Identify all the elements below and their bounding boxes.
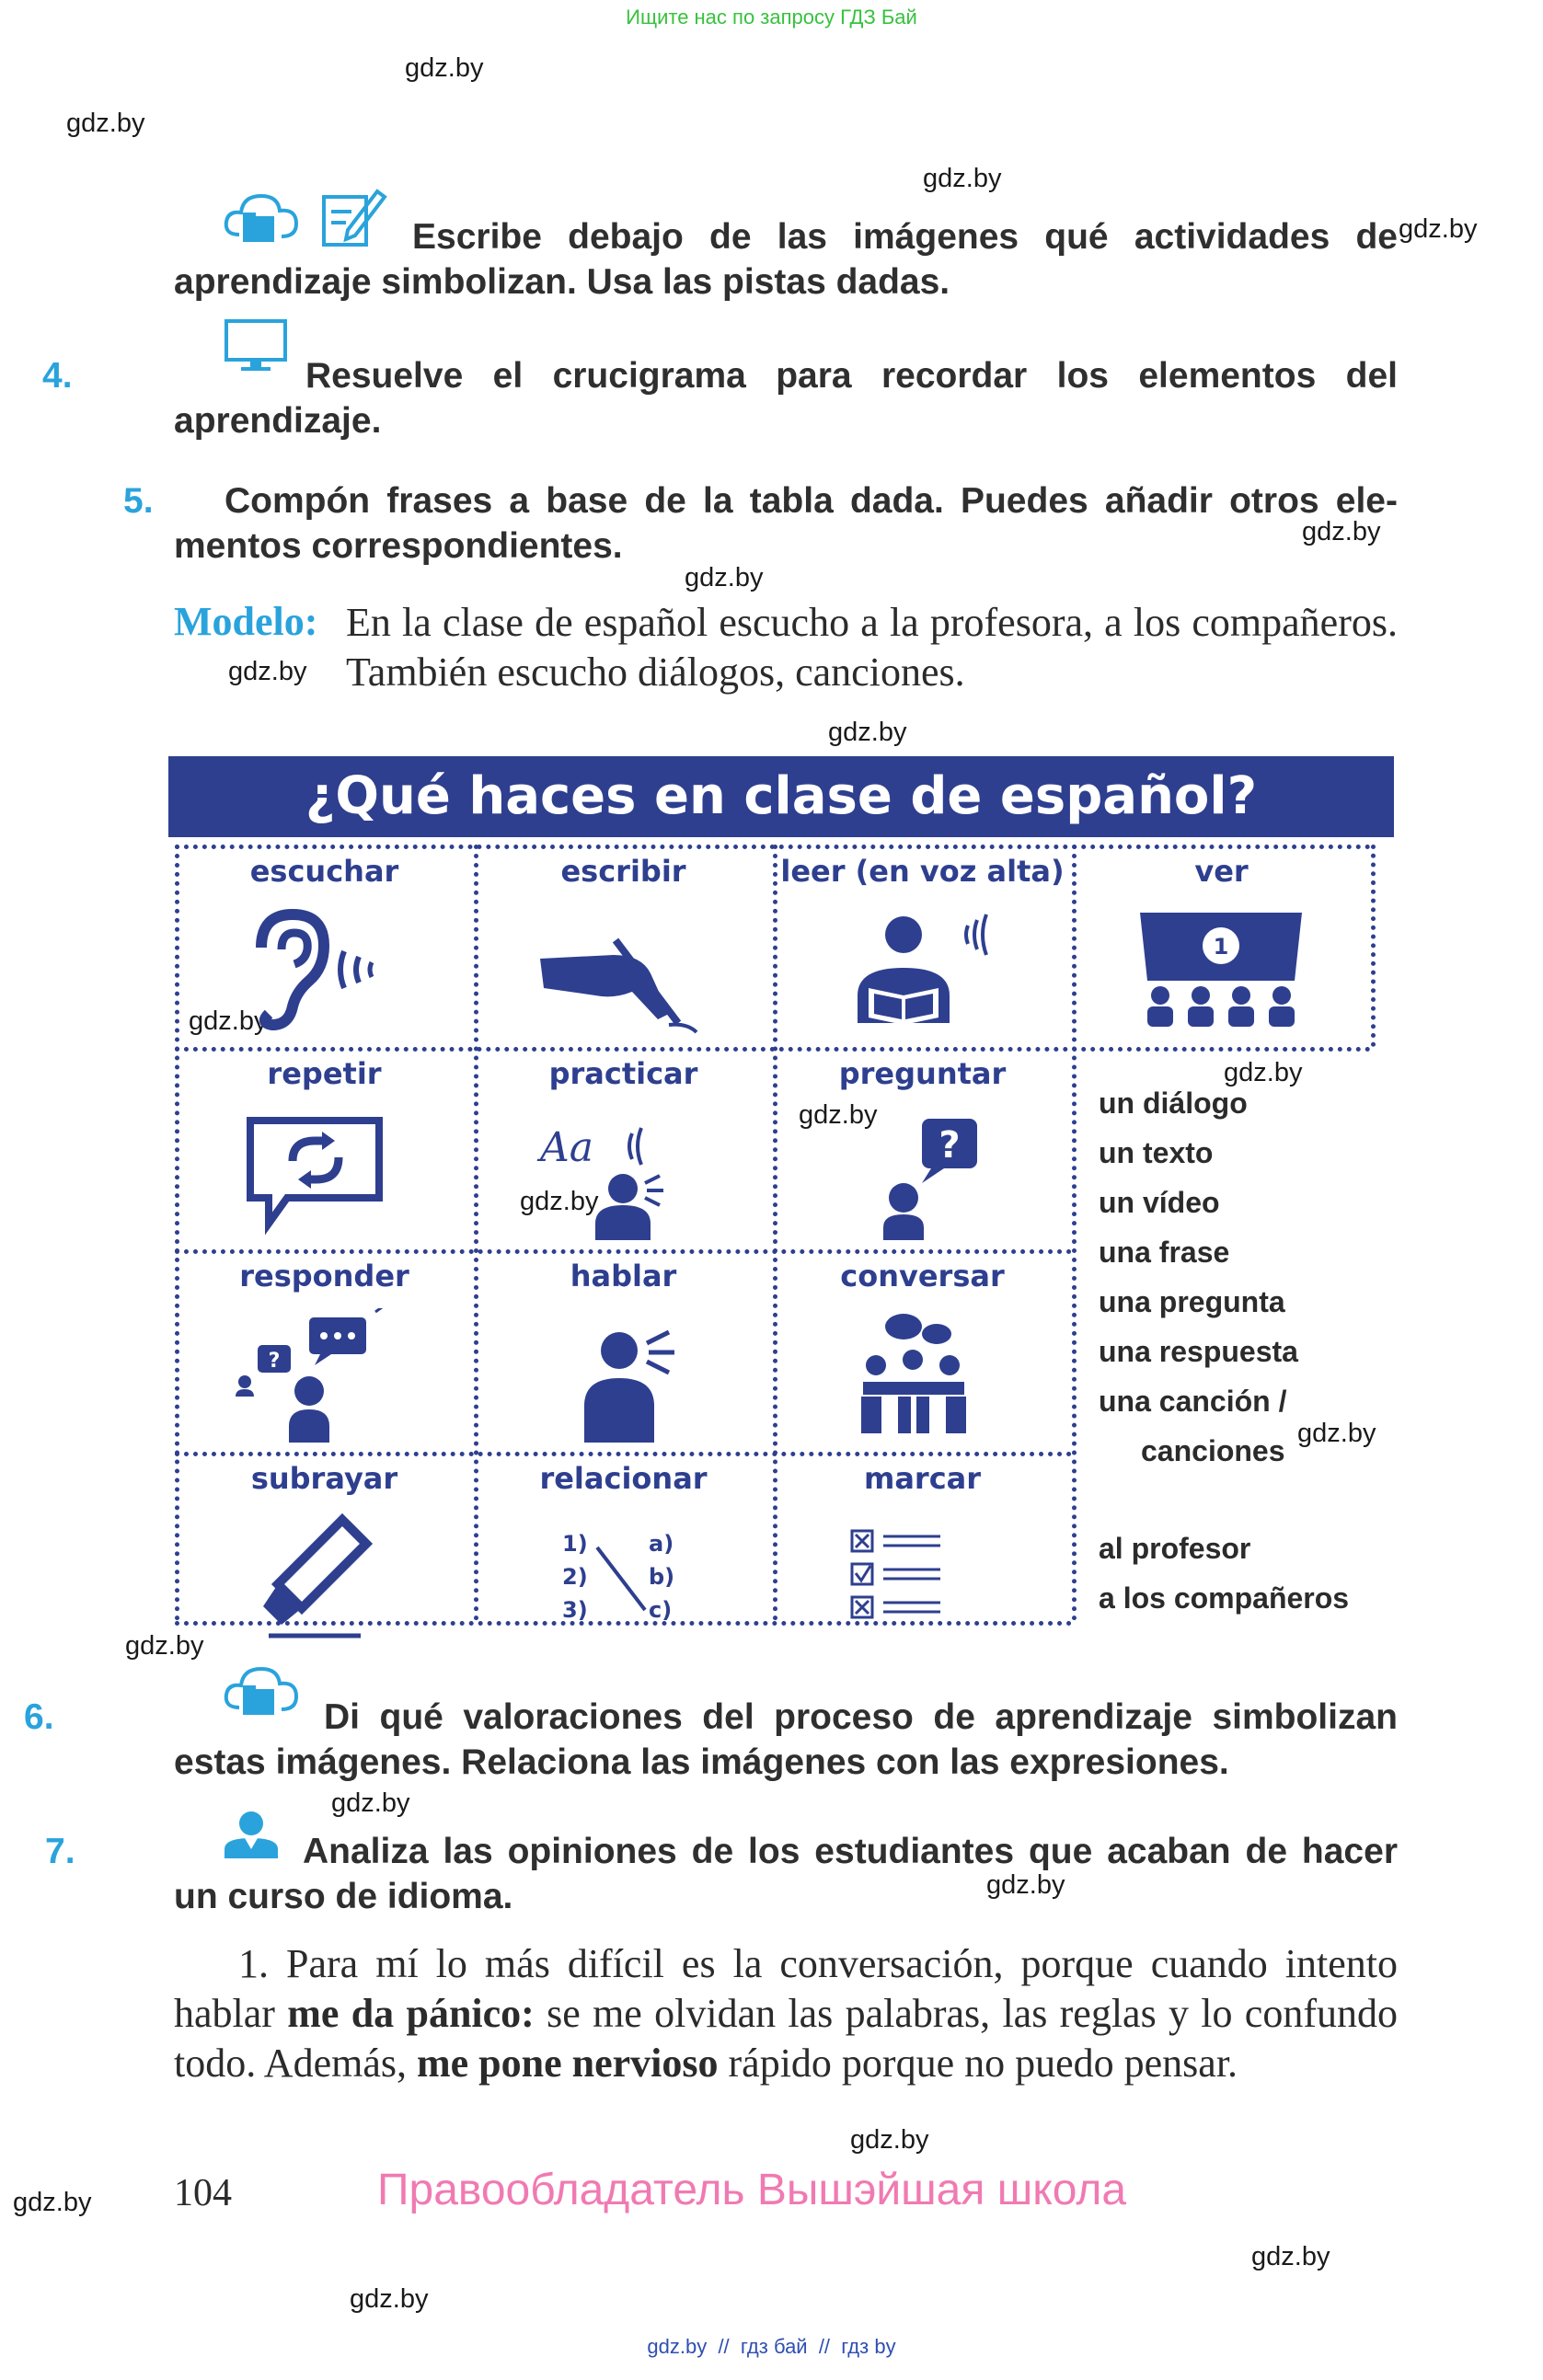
cell-escuchar [175, 846, 474, 1049]
word-list-2 [1099, 1523, 1349, 1623]
cell-escribir [474, 846, 773, 1049]
list-item: una frase [1099, 1236, 1230, 1269]
task-text: Di qué valoraciones del proceso de aprendizaje simbolizan estas imágenes. Relaciona las imágenes con las expresiones. [174, 1697, 1398, 1782]
watermark: gdz.by [1297, 1419, 1376, 1448]
list-item: al profesor [1099, 1532, 1251, 1565]
repeat-bubble-icon [232, 1106, 416, 1244]
text-run: 1. Para mí lo más difícil es la conversación, porque cuando intento hablar [174, 1941, 1398, 2036]
infographic-title: ¿Qué haces en clase de español? [168, 756, 1394, 837]
ear-icon [232, 903, 416, 1041]
opinion-paragraph [174, 1939, 1398, 2088]
cell-repetir [175, 1049, 474, 1251]
list-item: un diálogo [1099, 1087, 1248, 1120]
watermark: gdz.by [405, 53, 484, 83]
cell-label: hablar [570, 1259, 677, 1293]
watermark: gdz.by [125, 1631, 204, 1661]
checklist-icon [830, 1511, 1014, 1649]
cell-label: relacionar [539, 1461, 708, 1496]
match-right-2: b) [649, 1564, 675, 1590]
task-3 [174, 214, 1398, 305]
practice-speaking-icon [531, 1106, 715, 1244]
watermark: gdz.by [986, 1870, 1065, 1900]
watermark: gdz.by [228, 657, 307, 686]
match-left-1: 1) [562, 1531, 588, 1557]
watermark: gdz.by [13, 2188, 92, 2217]
cell-ver [1072, 846, 1371, 1049]
writing-hand-icon [531, 903, 715, 1041]
task-number: 5. [123, 481, 154, 521]
watermark: gdz.by [923, 164, 1002, 193]
cell-leer [773, 846, 1072, 1049]
cell-label: practicar [548, 1056, 698, 1091]
word-list [1099, 1078, 1298, 1476]
svg-text:?: ? [268, 1350, 281, 1373]
cell-label: preguntar [838, 1056, 1007, 1091]
bold-phrase: me da pánico: [287, 1991, 535, 2036]
footer-links[interactable]: gdz.by // гдз бай // гдз by [647, 2335, 896, 2358]
page-number: 104 [174, 2172, 232, 2214]
cell-preguntar [773, 1049, 1072, 1251]
task-text: Resuelve el crucigrama para recordar los elementos del aprendizaje. [174, 356, 1398, 441]
watermark: gdz.by [1302, 517, 1381, 546]
list-item: un vídeo [1099, 1186, 1220, 1219]
modelo-label: Modelo: [174, 599, 318, 644]
watermark: gdz.by [828, 718, 907, 747]
watermark: gdz.by [850, 2125, 929, 2155]
task-number: 6. [24, 1697, 54, 1737]
task-number: 7. [45, 1832, 75, 1871]
cell-label: marcar [863, 1461, 982, 1496]
top-banner[interactable]: Ищите нас по запросу ГДЗ Бай [626, 6, 917, 29]
watermark: gdz.by [520, 1187, 599, 1216]
list-item: canciones [1141, 1434, 1285, 1467]
watermark: gdz.by [1224, 1058, 1303, 1087]
task-text: Analiza las opiniones de los estudiantes que acaban de hacer un curso de idioma. [174, 1832, 1398, 1916]
match-right-3: c) [649, 1597, 673, 1623]
cell-marcar [773, 1454, 1072, 1656]
cell-conversar [773, 1251, 1072, 1454]
cell-label: subrayar [250, 1461, 398, 1496]
watermark: gdz.by [1251, 2242, 1330, 2271]
task-text: Escribe debajo de las imágenes qué actividades de aprendizaje simbolizan. Usa las pistas dadas. [174, 217, 1398, 302]
cell-hablar [474, 1251, 773, 1454]
watermark: gdz.by [350, 2284, 429, 2314]
cell-label: responder [239, 1259, 409, 1293]
task-number: 4. [42, 356, 73, 396]
list-item: una canción / [1099, 1385, 1287, 1418]
reading-person-icon [830, 903, 1014, 1041]
match-left-2: 2) [562, 1564, 588, 1590]
match-right-1: a) [649, 1531, 674, 1557]
cell-label: escribir [560, 854, 686, 889]
copyright-notice: Правообладатель Вышэйшая школа [377, 2166, 1127, 2214]
watermark: gdz.by [1399, 214, 1478, 244]
audience-screen-icon [1129, 903, 1313, 1041]
task-5 [123, 478, 1398, 569]
question-person-icon [830, 1106, 1014, 1244]
watermark: gdz.by [189, 1006, 268, 1036]
svg-text:?: ? [938, 1124, 961, 1167]
cell-relacionar [474, 1454, 773, 1656]
match-lines-icon [531, 1511, 715, 1649]
cell-responder [175, 1251, 474, 1454]
modelo-text: En la clase de español escucho a la profesora, a los compañeros. También escucho diálogos, canciones. [346, 600, 1398, 695]
speaking-person-icon [531, 1308, 715, 1446]
watermark: gdz.by [685, 563, 764, 592]
screen-number: 1 [1213, 934, 1229, 960]
task-6 [24, 1695, 1398, 1785]
highlighter-icon [232, 1511, 416, 1649]
cell-subrayar [175, 1454, 474, 1656]
cell-label: conversar [840, 1259, 1005, 1293]
list-item: un texto [1099, 1136, 1214, 1169]
practice-text: Aa [540, 1124, 594, 1171]
bold-phrase: me pone nervioso [416, 2041, 719, 2086]
cell-label: ver [1194, 854, 1249, 889]
watermark: gdz.by [799, 1100, 878, 1130]
watermark: gdz.by [331, 1788, 410, 1818]
watermark: gdz.by [66, 109, 145, 138]
cell-practicar [474, 1049, 773, 1251]
cell-label: repetir [267, 1056, 382, 1091]
match-left-3: 3) [562, 1597, 588, 1623]
list-item: a los compañeros [1099, 1581, 1350, 1615]
list-item: una respuesta [1099, 1335, 1298, 1368]
conversation-table-icon [830, 1308, 1014, 1446]
grid-line [1371, 845, 1376, 1047]
task-text: Compón frases a base de la tabla dada. Puedes añadir otros elementos correspondientes. [174, 481, 1398, 566]
cell-label: leer (en voz alta) [780, 854, 1065, 889]
answer-person-icon [232, 1308, 416, 1446]
cell-label: escuchar [249, 854, 399, 889]
task-7 [45, 1829, 1398, 1919]
task-4 [42, 353, 1398, 443]
text-run: se me olvidan las palabras, las reglas y lo confundo todo. Además, [174, 1991, 1398, 2086]
list-item: una pregunta [1099, 1285, 1285, 1318]
text-run: rápido porque no puedo pensar. [718, 2041, 1238, 2086]
